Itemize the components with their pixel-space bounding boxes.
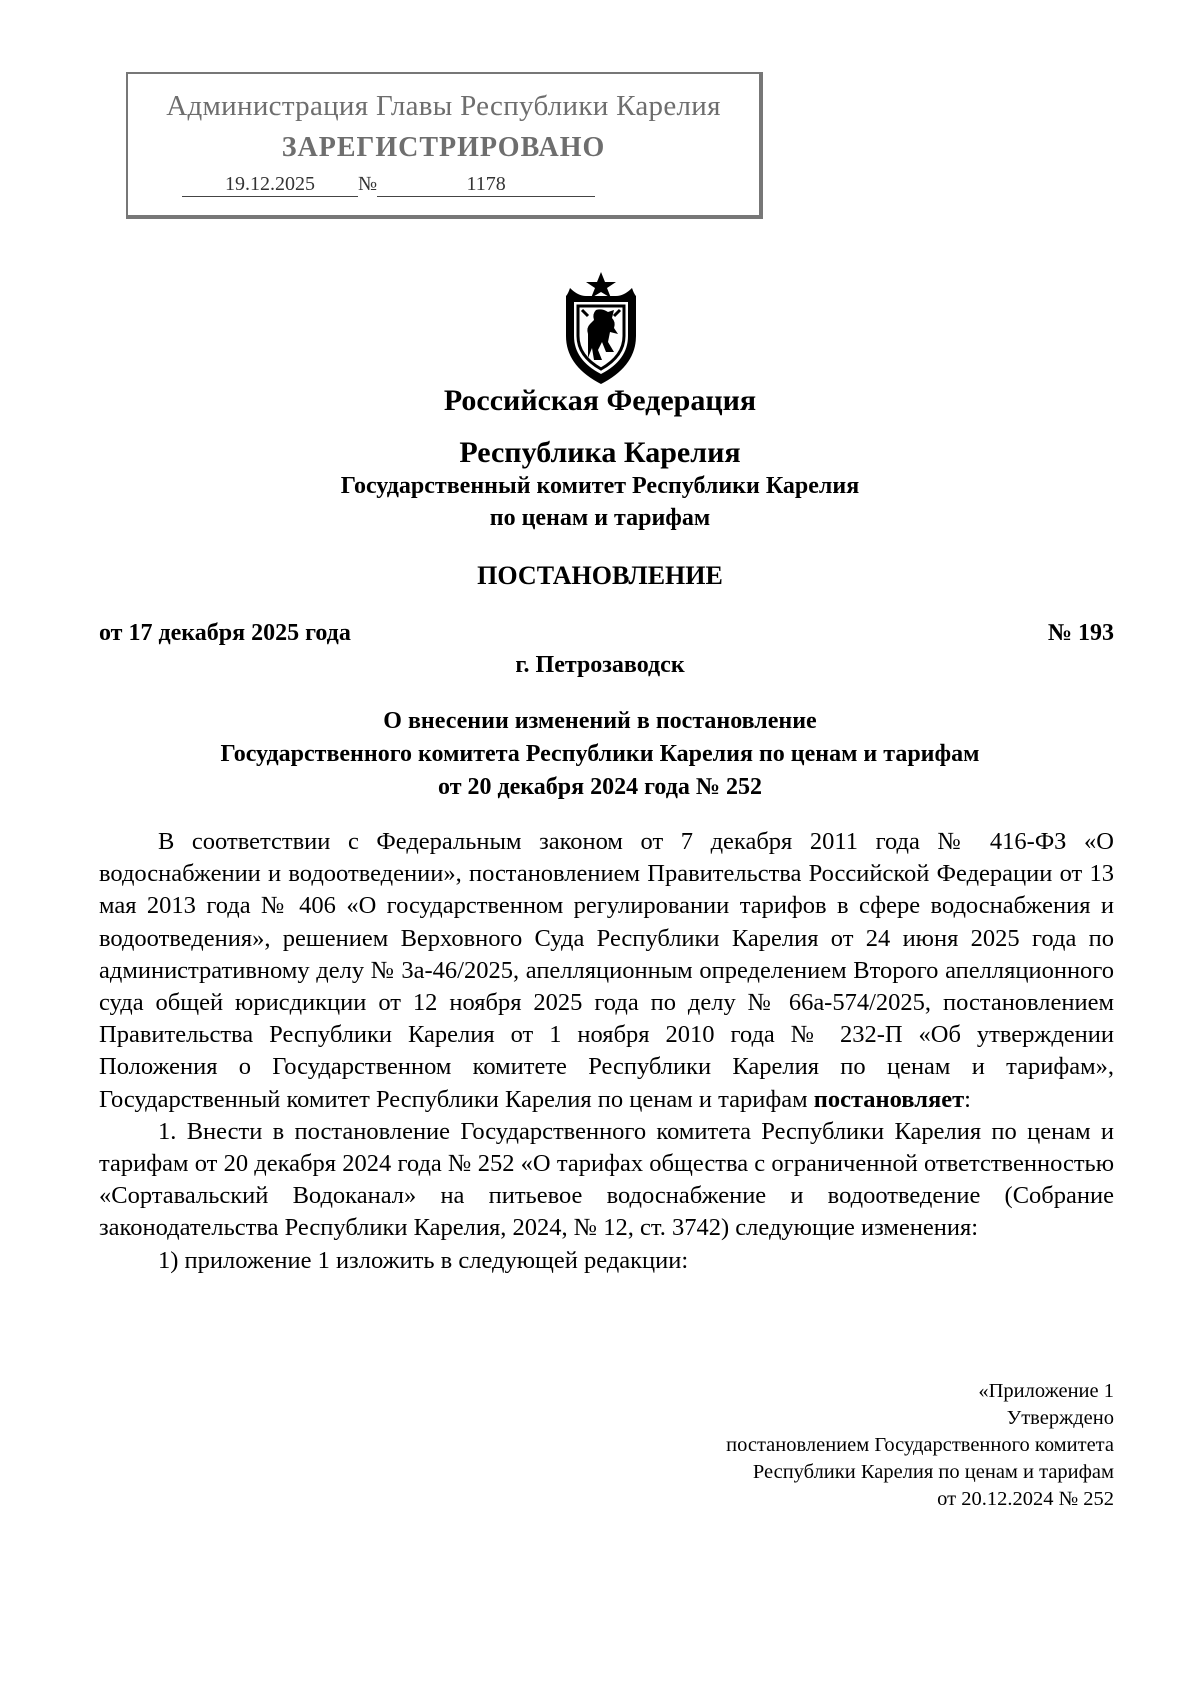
stamp-organization: Администрация Главы Республики Карелия <box>166 90 721 122</box>
stamp-date: 19.12.2025 <box>182 172 358 197</box>
preamble-decision-word: постановляет <box>813 1085 965 1113</box>
item-1-1-paragraph: 1) приложение 1 изложить в следующей редакции: <box>158 1246 689 1274</box>
item-1-paragraph: 1. Внести в постановление Государственного комитета Республики Карелия по ценам и тарифам от 20 декабря 2024 года № 252 «О тарифах общества с ограниченной ответственностью «Сортавальский Водоканал» на питьевое водоснабжение и водоотведение (Собрание законодательства Республики Карелия, 2024, № 12, ст. 3742) следующие изменения: <box>99 1117 1114 1242</box>
subject-line1: О внесении изменений в постановление <box>383 708 817 734</box>
document-body <box>99 826 1114 1277</box>
preamble-text: В соответствии с Федеральным законом от 7 декабря 2011 года № 416-ФЗ «О водоснабжении и водоотведении», постановлением Правительства Российской Федерации от 13 мая 2013 года № 406 «О государственном регулировании тарифов в сфере водоснабжения и водоотведения», решением Верховного Суда Республики Карелия от 24 июня 2025 года по административному делу № 3а-46/2025, апелляционным определением Второго апелляционного суда общей юрисдикции от 12 ноября 2025 года по делу № 66а-574/2025, постановлением Правительства Республики Карелия от 1 ноября 2010 года № 232-П «Об утверждении Положения о Государственном комитете Республики Карелия по ценам и тарифам», Государственный комитет Республики Карелия по ценам и тарифам <box>99 828 1114 1113</box>
appendix-line2: Утверждено <box>1006 1407 1114 1429</box>
registration-stamp <box>126 72 763 219</box>
committee-name-line2: по ценам и тарифам <box>489 505 711 531</box>
committee-name-line1: Государственный комитет Республики Карелия <box>340 473 860 499</box>
preamble-paragraph <box>99 826 1114 1116</box>
appendix-line3: постановлением Государственного комитета <box>726 1434 1114 1456</box>
appendix-line5: от 20.12.2024 № 252 <box>937 1488 1114 1510</box>
stamp-number: 1178 <box>377 172 595 197</box>
karelia-coat-of-arms-icon <box>558 270 644 388</box>
appendix-header <box>726 1378 1114 1513</box>
country-title: Российская Федерация <box>443 384 757 417</box>
subject-line3: от 20 декабря 2024 года № 252 <box>438 774 762 800</box>
appendix-line1: «Приложение 1 <box>978 1380 1114 1402</box>
subject-line2: Государственного комитета Республики Карелия по ценам и тарифам <box>220 741 980 767</box>
document-number: № 193 <box>1047 620 1114 646</box>
appendix-line4: Республики Карелия по ценам и тарифам <box>752 1461 1114 1483</box>
stamp-number-label: № <box>358 173 378 195</box>
preamble-end: : <box>964 1085 971 1113</box>
document-date: от 17 декабря 2025 года <box>99 620 351 646</box>
stamp-status: ЗАРЕГИСТРИРОВАНО <box>281 132 606 163</box>
republic-title: Республика Карелия <box>459 436 741 469</box>
document-city: г. Петрозаводск <box>515 652 685 678</box>
document-type: ПОСТАНОВЛЕНИЕ <box>477 561 723 590</box>
stamp-registration-line <box>182 172 595 197</box>
